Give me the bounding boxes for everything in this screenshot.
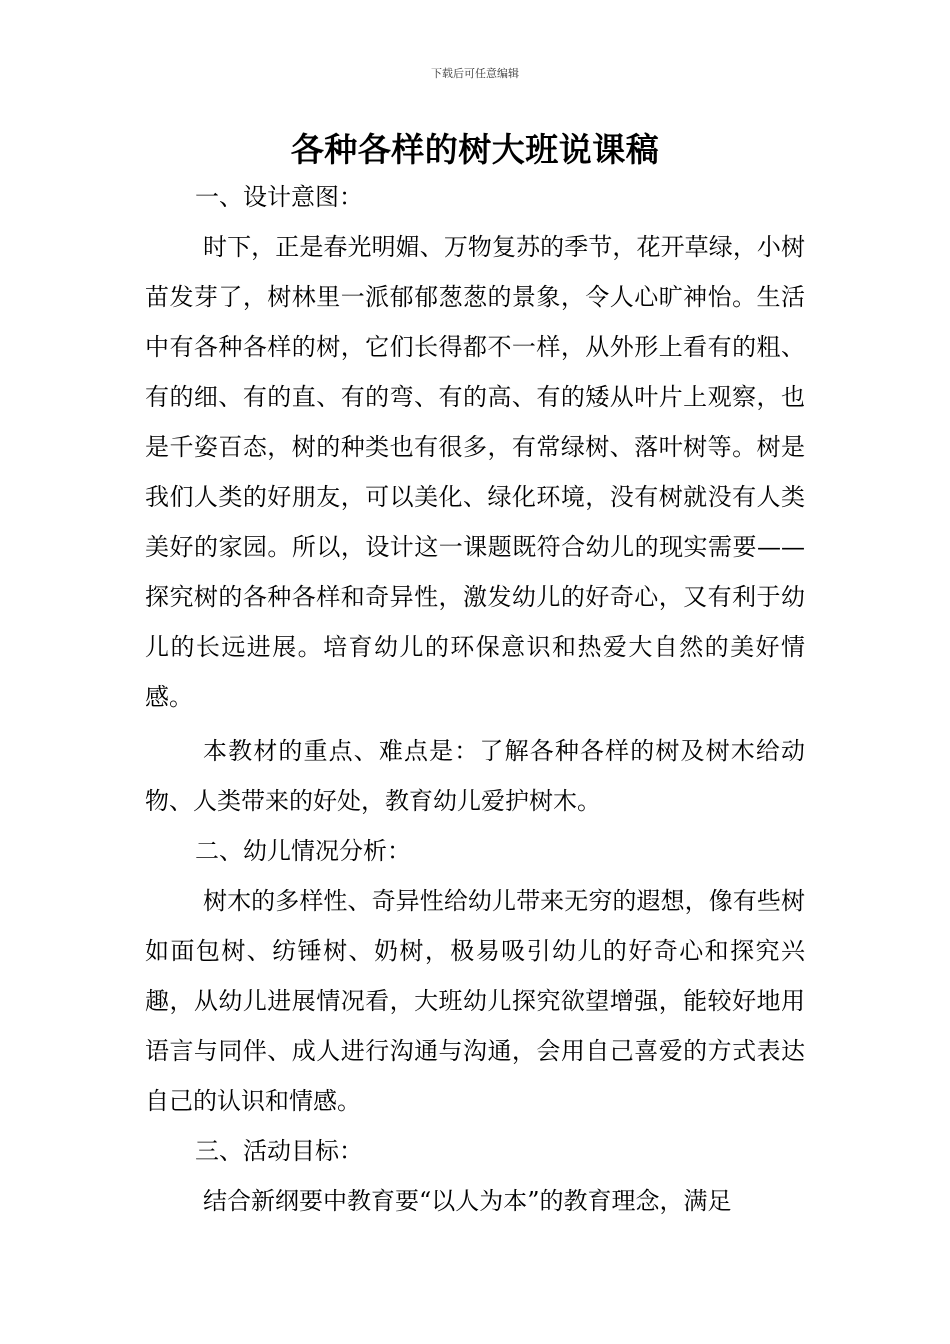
paragraph-child-analysis: 树木的多样性、奇异性给幼儿带来无穷的遐想，像有些树如面包树、纺锤树、奶树，极易吸引幼儿的好奇心和探究兴趣，从幼儿进展情况看，大班幼儿探究欲望增强，能较好地用语言与同伴、成人进行沟通与沟通，会用自己喜爱的方式表达自己的认识和情感。: [145, 887, 805, 1115]
section-heading-design-intent: 一、设计意图：: [195, 183, 363, 211]
section-heading-child-analysis: 二、幼儿情况分析：: [195, 837, 411, 865]
document-body: [145, 172, 805, 1226]
paragraph-design-intent: 时下，正是春光明媚、万物复苏的季节，花开草绿，小树苗发芽了，树林里一派郁郁葱葱的景象，令人心旷神怡。生活中有各种各样的树，它们长得都不一样，从外形上看有的粗、有的细、有的直、有的弯、有的高、有的矮从叶片上观察，也是千姿百态，树的种类也有很多，有常绿树、落叶树等。树是我们人类的好朋友，可以美化、绿化环境，没有树就没有人类美好的家园。所以，设计这一课题既符合幼儿的现实需要——探究树的各种各样和奇异性，激发幼儿的好奇心，又有利于幼儿的长远进展。培育幼儿的环保意识和热爱大自然的美好情感。: [145, 233, 805, 711]
document-title: 各种各样的树大班说课稿: [290, 130, 660, 169]
header-note: 下载后可任意编辑: [431, 67, 519, 80]
section-heading-activity-goals: 三、活动目标：: [195, 1137, 363, 1165]
paragraph-key-points: 本教材的重点、难点是：了解各种各样的树及树木给动物、人类带来的好处，教育幼儿爱护树木。: [145, 737, 805, 815]
paragraph-activity-goals: 结合新纲要中教育要“以人为本”的教育理念，满足: [203, 1187, 732, 1215]
